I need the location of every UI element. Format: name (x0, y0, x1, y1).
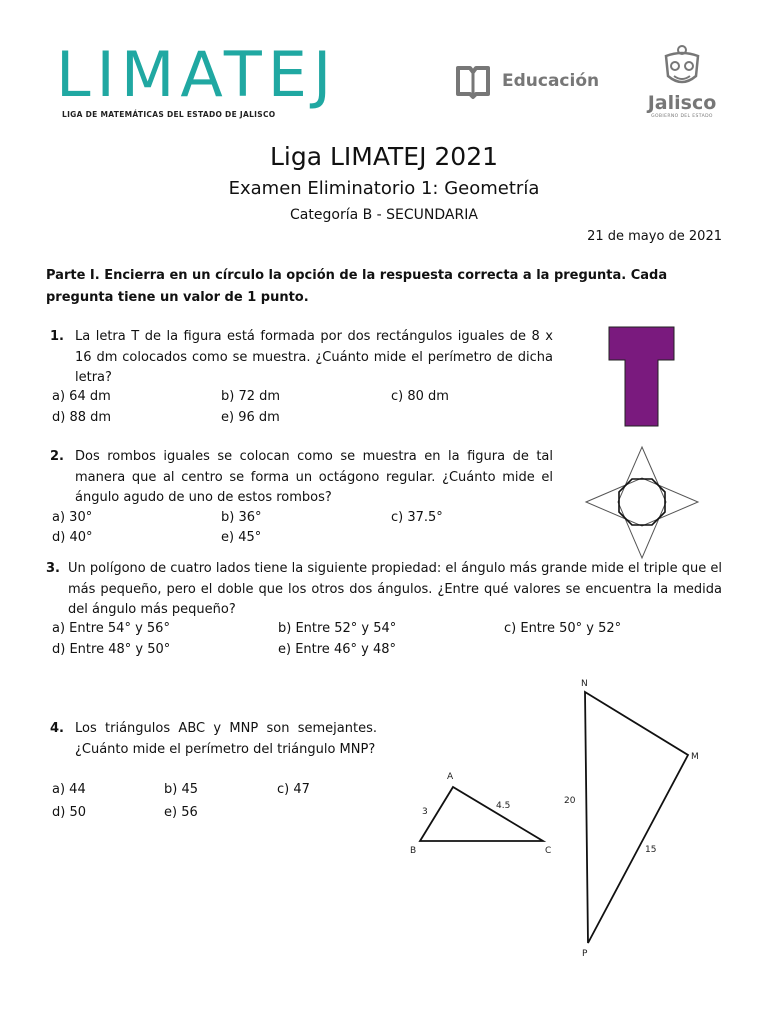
label-ac-length: 4.5 (496, 801, 511, 811)
book-icon (454, 62, 492, 100)
option-e[interactable]: e) 96 dm (221, 410, 280, 425)
educacion-logo (454, 62, 599, 100)
question-text: La letra T de la figura está formada por dos rectángulos iguales de 8 x 16 dm colocados como se muestra. ¿Cuánto mide el perímetro de dicha letra? (75, 329, 553, 385)
option-a[interactable]: a) 44 (52, 782, 86, 797)
page-title: Liga LIMATEJ 2021 (269, 142, 499, 171)
option-d[interactable]: d) Entre 48° y 50° (52, 642, 171, 657)
option-c[interactable]: c) Entre 50° y 52° (504, 621, 622, 636)
option-d[interactable]: d) 50 (52, 805, 86, 820)
jalisco-subtitle: GOBIERNO DEL ESTADO (651, 114, 713, 119)
exam-category: Categoría B - SECUNDARIA (290, 207, 478, 223)
question-number: 4. (50, 721, 64, 736)
label-m: M (691, 752, 699, 762)
triangle-mnp (585, 692, 688, 943)
option-c[interactable]: c) 80 dm (391, 389, 449, 404)
exam-date: 21 de mayo de 2021 (587, 229, 722, 244)
option-b[interactable]: b) 36° (221, 510, 262, 525)
question-number: 2. (50, 449, 64, 464)
exam-subtitle: Examen Eliminatorio 1: Geometría (228, 178, 540, 199)
question-text: Los triángulos ABC y MNP son semejantes. ¿Cuánto mide el perímetro del triángulo MNP? (75, 721, 377, 757)
label-b: B (410, 846, 417, 856)
jalisco-logo (636, 42, 728, 119)
label-n: N (581, 679, 588, 689)
limatej-logo: LIMATEJ (56, 38, 338, 111)
label-p: P (582, 949, 588, 959)
question-text: Un polígono de cuatro lados tiene la siguiente propiedad: el ángulo más grande mide el triple que el más pequeño, pero el doble que los otros dos ángulos. ¿Entre qué valores se encuentra la medida del ángulo más pequeño? (68, 561, 722, 617)
option-b[interactable]: b) 45 (164, 782, 198, 797)
option-a[interactable]: a) Entre 54° y 56° (52, 621, 170, 636)
option-e[interactable]: e) Entre 46° y 48° (278, 642, 396, 657)
triangle-abc (420, 787, 543, 841)
rhombus-octagon-figure (584, 445, 700, 560)
option-b[interactable]: b) 72 dm (221, 389, 281, 404)
jalisco-label: Jalisco (647, 92, 717, 114)
label-c: C (545, 846, 552, 856)
option-d[interactable]: d) 88 dm (52, 410, 112, 425)
option-c[interactable]: c) 47 (277, 782, 310, 797)
option-a[interactable]: a) 64 dm (52, 389, 111, 404)
option-a[interactable]: a) 30° (52, 510, 93, 525)
option-e[interactable]: e) 56 (164, 805, 198, 820)
question-number: 3. (46, 561, 60, 576)
label-np-length: 20 (564, 796, 576, 806)
option-e[interactable]: e) 45° (221, 530, 262, 545)
jalisco-crest-icon (660, 42, 704, 90)
educacion-label: Educación (502, 71, 600, 91)
limatej-logo-subtitle: LIGA DE MATEMÁTICAS DEL ESTADO DE JALISCO (62, 110, 276, 119)
option-d[interactable]: d) 40° (52, 530, 93, 545)
question-text: Dos rombos iguales se colocan como se muestra en la figura de tal manera que al centro se forma un octágono regular. ¿Cuánto mide el ángulo agudo de uno de estos rombos? (75, 449, 553, 505)
question-number: 1. (50, 329, 64, 344)
label-a: A (447, 772, 454, 782)
part-instructions: Parte I. Encierra en un círculo la opción de la respuesta correcta a la pregunta. Cada pregunta tiene un valor de 1 punto. (46, 268, 668, 305)
t-letter-figure (608, 326, 676, 428)
label-mp-length: 15 (645, 845, 657, 855)
label-ab-length: 3 (422, 807, 428, 817)
option-c[interactable]: c) 37.5° (391, 510, 443, 525)
similar-triangles-figure (398, 672, 708, 962)
option-b[interactable]: b) Entre 52° y 54° (278, 621, 397, 636)
